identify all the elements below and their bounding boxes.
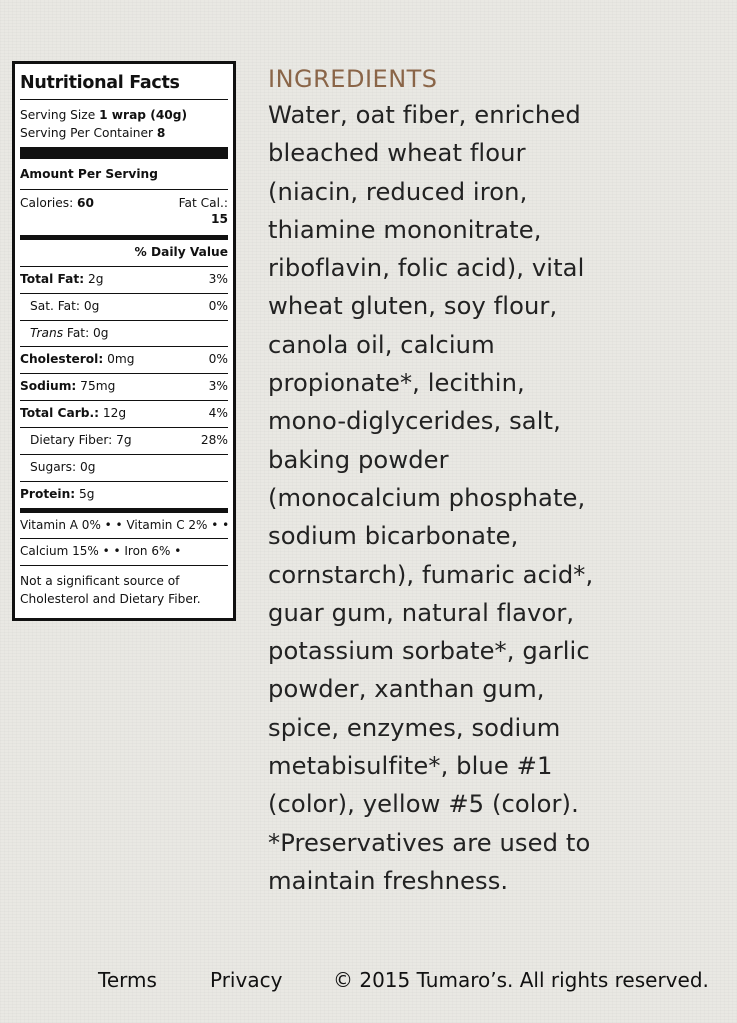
- ingredients-line: (color), yellow #5 (color).: [268, 790, 579, 819]
- ingredients-line: guar gum, natural flavor,: [268, 598, 575, 627]
- nutrition-footnote: Not a significant source of Cholesterol and Dietary Fiber.: [20, 573, 201, 607]
- nutrient-row-protein: [20, 482, 228, 508]
- thick-divider: [20, 147, 228, 159]
- fat-cal-value: 15: [211, 212, 228, 227]
- copyright-text: © 2015 Tumaro’s. All rights reserved.: [333, 968, 709, 992]
- footer: [0, 968, 737, 998]
- fat-cal-label: Fat Cal.:: [178, 196, 228, 211]
- ingredients-line: metabisulfite*, blue #1: [268, 752, 553, 781]
- nutrient-dv: 3%: [208, 379, 228, 394]
- nutrient-label: Sodium:: [20, 379, 77, 394]
- serving-size: [20, 106, 228, 124]
- serving-size-label: Serving Size: [20, 107, 100, 122]
- nutrient-amount: 12g: [98, 406, 127, 421]
- nutrient-amount: 0g: [79, 298, 100, 313]
- ingredients-line: baking powder: [268, 445, 449, 474]
- ingredients-line: (monocalcium phosphate,: [268, 483, 586, 512]
- nutrient-label: Total Fat:: [20, 271, 85, 286]
- ingredients-line: spice, enzymes, sodium: [268, 713, 561, 742]
- nutrient-amount: 0mg: [103, 352, 135, 367]
- nutrient-label: Trans: [30, 325, 64, 340]
- nutrient-dv: 3%: [208, 271, 228, 286]
- ingredients-line: riboflavin, folic acid), vital: [268, 254, 585, 283]
- nutrient-row-sodium: [20, 374, 228, 401]
- calories-label: Calories:: [20, 196, 78, 211]
- daily-value-header: % Daily Value: [20, 240, 228, 267]
- ingredients-line: canola oil, calcium: [268, 330, 495, 359]
- servings-value: 8: [156, 125, 166, 140]
- fat-calories: [179, 196, 228, 228]
- ingredients-heading: INGREDIENTS: [268, 65, 438, 93]
- ingredients-line: Water, oat fiber, enriched: [268, 101, 581, 129]
- serving-size-value: 1 wrap (40g): [99, 107, 188, 122]
- ingredients-line: sodium bicarbonate,: [268, 522, 519, 551]
- calories-value: 60: [77, 196, 95, 211]
- ingredients-line: potassium sorbate*, garlic: [268, 637, 590, 666]
- amount-per-serving: Amount Per Serving: [20, 161, 228, 190]
- nutrient-amount: 7g: [112, 433, 132, 448]
- nutrient-row-trans-fat: [20, 321, 228, 348]
- nutrient-label: Sat. Fat:: [30, 298, 80, 313]
- nutrient-dv: 0%: [208, 352, 228, 367]
- nutrient-label: Dietary Fiber:: [30, 433, 113, 448]
- ingredients-line: maintain freshness.: [268, 866, 509, 895]
- nutrient-label: Total Carb.:: [20, 406, 99, 421]
- ingredients-line: thiamine mononitrate,: [268, 215, 542, 244]
- terms-link[interactable]: Terms: [98, 968, 157, 992]
- nutrition-facts-panel: [12, 61, 236, 621]
- nutrient-amount: Fat: 0g: [63, 325, 109, 340]
- calories-row: [20, 190, 228, 231]
- nutrient-dv: 28%: [200, 433, 228, 448]
- ingredients-line: cornstarch), fumaric acid*,: [268, 560, 594, 589]
- ingredients-line: bleached wheat flour: [268, 139, 526, 168]
- nutrient-amount: 75mg: [76, 379, 116, 394]
- ingredients-line: (niacin, reduced iron,: [268, 177, 528, 206]
- ingredients-text: [268, 96, 628, 900]
- ingredients-line: powder, xanthan gum,: [268, 675, 545, 704]
- privacy-link[interactable]: Privacy: [210, 968, 283, 992]
- vitamins-line-1: Vitamin A 0% • • Vitamin C 2% • •: [20, 513, 228, 540]
- nutrient-dv: 4%: [208, 406, 228, 421]
- nutrient-row-sugars: [20, 455, 228, 482]
- nutrition-title: Nutritional Facts: [20, 72, 228, 100]
- nutrient-amount: 0g: [76, 459, 96, 474]
- nutrient-label: Protein:: [20, 486, 76, 501]
- nutrient-row-sat-fat: [20, 294, 228, 321]
- nutrient-row-total-carb: [20, 401, 228, 428]
- ingredients-line: mono-diglycerides, salt,: [268, 407, 561, 436]
- nutrient-row-cholesterol: [20, 347, 228, 374]
- servings-per-container: [20, 124, 228, 142]
- ingredients-section: [268, 62, 628, 900]
- servings-label: Serving Per Container: [20, 125, 157, 140]
- calories: [20, 196, 94, 228]
- nutrient-label: Sugars:: [30, 459, 77, 474]
- nutrient-row-dietary-fiber: [20, 428, 228, 455]
- nutrient-dv: 0%: [208, 298, 228, 313]
- nutrient-label: Cholesterol:: [20, 352, 104, 367]
- vitamins-line-2: Calcium 15% • • Iron 6% •: [20, 539, 228, 566]
- ingredients-line: wheat gluten, soy flour,: [268, 292, 558, 321]
- nutrient-amount: 5g: [75, 486, 95, 501]
- ingredients-line: propionate*, lecithin,: [268, 369, 525, 398]
- nutrient-amount: 2g: [84, 271, 104, 286]
- nutrient-row-total-fat: [20, 267, 228, 294]
- ingredients-line: *Preservatives are used to: [268, 828, 591, 857]
